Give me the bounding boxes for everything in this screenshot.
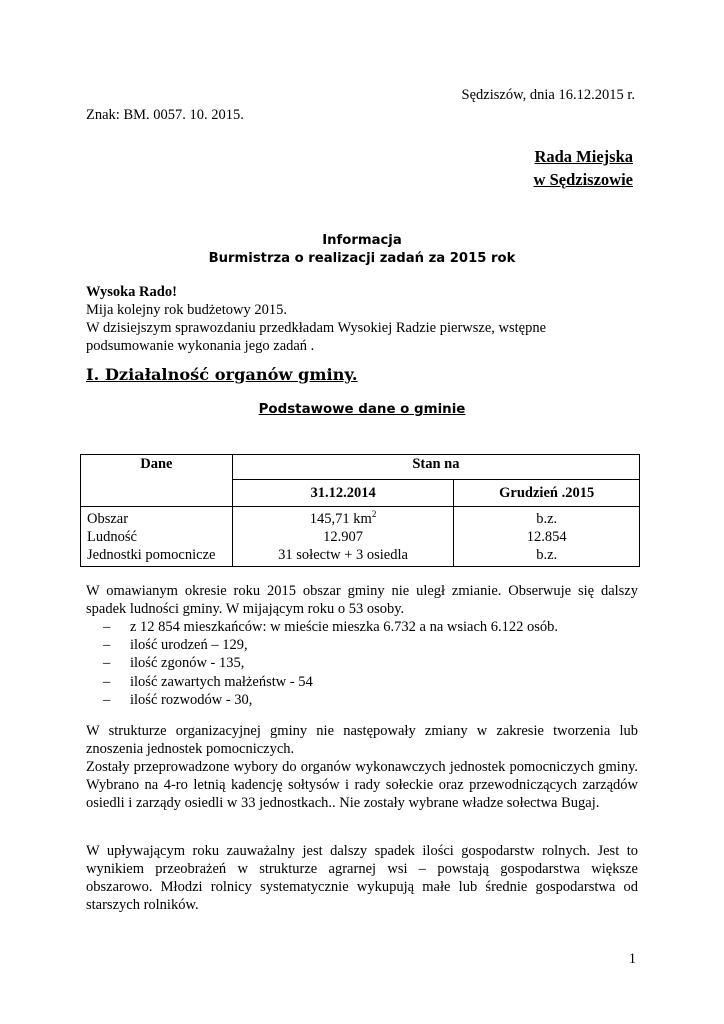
title-line-1: Informacja (322, 233, 402, 248)
document-title (0, 232, 724, 268)
row-labels (81, 507, 233, 567)
values-2015 (454, 507, 640, 567)
list-item-text: ilość rozwodów - 30, (130, 691, 253, 708)
values-2014 (232, 507, 454, 567)
list-item (103, 691, 558, 709)
paragraph-population: W omawianym okresie roku 2015 obszar gminy nie uległ zmianie. Obserwuje się dalszy spadek ludności gminy. W mijającym roku o 53 osoby. (86, 583, 638, 617)
reference-number: Znak: BM. 0057. 10. 2015. (86, 107, 244, 123)
paragraph-structure-part-2: Zostały przeprowadzone wybory do organów wykonawczych jednostek pomocniczych gminy. Wybrano na 4-ro letnią kadencję sołtysów i rady sołeckie oraz przewodniczących zarządów osiedli i zarządy osiedli w 33 jednostkach.. Nie zostały wybrane władze sołectwa Bugaj. (86, 759, 638, 811)
intro (86, 283, 646, 355)
addressee (534, 145, 633, 191)
paragraph-structure-part-1: W strukturze organizacyjnej gminy nie następowały zmiany w zakresie tworzenia lub znoszenia jednostek pomocniczych. (86, 723, 638, 757)
area-value: 145,71 km (309, 511, 372, 527)
table-row (81, 507, 640, 567)
list-item (103, 618, 558, 636)
cell-value: 12.907 (323, 529, 363, 545)
list-item (103, 636, 558, 654)
dash-marker: – (103, 619, 111, 635)
area-unit-exponent: 2 (371, 509, 377, 519)
section-subtitle: Podstawowe dane o gminie (258, 402, 466, 417)
cell-value: 12.854 (526, 529, 567, 545)
greeting: Wysoka Rado! (86, 284, 177, 300)
list-item-text: ilość zgonów - 135, (130, 655, 245, 672)
cell-value: b.z. (536, 511, 558, 527)
dash-marker: – (103, 691, 111, 708)
header-2014: 31.12.2014 (232, 480, 454, 507)
intro-line: podsumowanie wykonania jego zadań . (86, 338, 315, 354)
list-item (103, 673, 558, 691)
dash-marker: – (103, 673, 111, 690)
header-stan-na: Stan na (232, 455, 639, 480)
cell-value: 31 sołectw + 3 osiedla (278, 547, 408, 563)
header-2015: Grudzień .2015 (454, 480, 640, 507)
statistics-list (103, 618, 558, 709)
cell-value (233, 510, 454, 528)
row-label: Ludność (87, 529, 137, 545)
dash-marker: – (103, 655, 111, 672)
place-date: Sędziszów, dnia 16.12.2015 r. (461, 87, 635, 103)
paragraph-structure (86, 722, 638, 812)
intro-line: Mija kolejny rok budżetowy 2015. (86, 302, 287, 318)
addressee-line-1: Rada Miejska (534, 147, 633, 166)
list-item-text: ilość urodzeń – 129, (130, 637, 248, 654)
list-item-text: z 12 854 mieszkańców: w mieście mieszka 6.732 a na wsiach 6.122 osób. (130, 619, 559, 635)
section-title: I. Działalność organów gminy. (86, 365, 358, 384)
list-item-text: ilość zawartych małżeństw - 54 (130, 673, 313, 690)
intro-line: W dzisiejszym sprawozdaniu przedkładam Wysokiej Radzie pierwsze, wstępne (86, 320, 547, 336)
row-label: Jednostki pomocnicze (87, 547, 216, 563)
paragraph-farms: W upływającym roku zauważalny jest dalszy spadek ilości gospodarstw rolnych. Jest to wynikiem przeobrażeń w strukturze agrarnej wsi – powstają gospodarstwa większe obszarowo. Młodzi rolnicy systematycznie wykupują małe lub średnie gospodarstwa od starszych rolników. (86, 843, 638, 913)
header-dane: Dane (81, 455, 233, 507)
page-number: 1 (628, 951, 636, 967)
list-item (103, 654, 558, 672)
dash-marker: – (103, 637, 111, 654)
row-label: Obszar (87, 511, 129, 527)
addressee-line-2: w Sędziszowie (533, 170, 633, 189)
cell-value: b.z. (536, 547, 558, 563)
basic-data-table (80, 454, 640, 567)
title-line-2: Burmistrza o realizacji zadań za 2015 rok (208, 251, 516, 266)
